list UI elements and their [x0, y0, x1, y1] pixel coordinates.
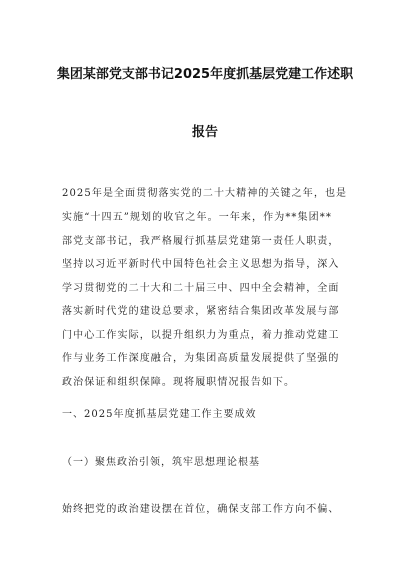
paragraph-line: 门中心工作实际，以提升组织力为重点，着力推动党建工	[62, 330, 340, 341]
paragraph-line: 作与业务工作深度融合，为集团高质量发展提供了坚强的	[62, 353, 340, 364]
paragraph-line: 坚持以习近平新时代中国特色社会主义思想为指导，深入	[62, 259, 340, 270]
paragraph-line: 政治保证和组织保障。现将履职情况报告如下。	[62, 377, 296, 388]
paragraph-line: 学习贯彻党的二十大和二十届三中、四中全会精神，全面	[62, 283, 340, 294]
paragraph-line: 始终把党的政治建设摆在首位，确保支部工作方向不偏、	[62, 504, 340, 515]
subsection-heading: （一）聚焦政治引领，筑牢思想理论根基	[62, 457, 260, 468]
paragraph-line: 落实新时代党的建设总要求，紧密结合集团改革发展与部	[62, 306, 340, 317]
paragraph-line: 部党支部书记，我严格履行抓基层党建第一责任人职责，	[62, 236, 340, 247]
section-heading: 一、2025年度抓基层党建工作主要成效	[62, 409, 257, 420]
paragraph-line: 2025年是全面贯彻落实党的二十大精神的关键之年，也是	[62, 188, 348, 199]
document-title-continued: 报告	[191, 125, 218, 140]
paragraph-line: 实施“十四五”规划的收官之年。一年来，作为**集团**	[62, 212, 332, 223]
document-title: 集团某部党支部书记2025年度抓基层党建工作述职	[56, 67, 354, 82]
